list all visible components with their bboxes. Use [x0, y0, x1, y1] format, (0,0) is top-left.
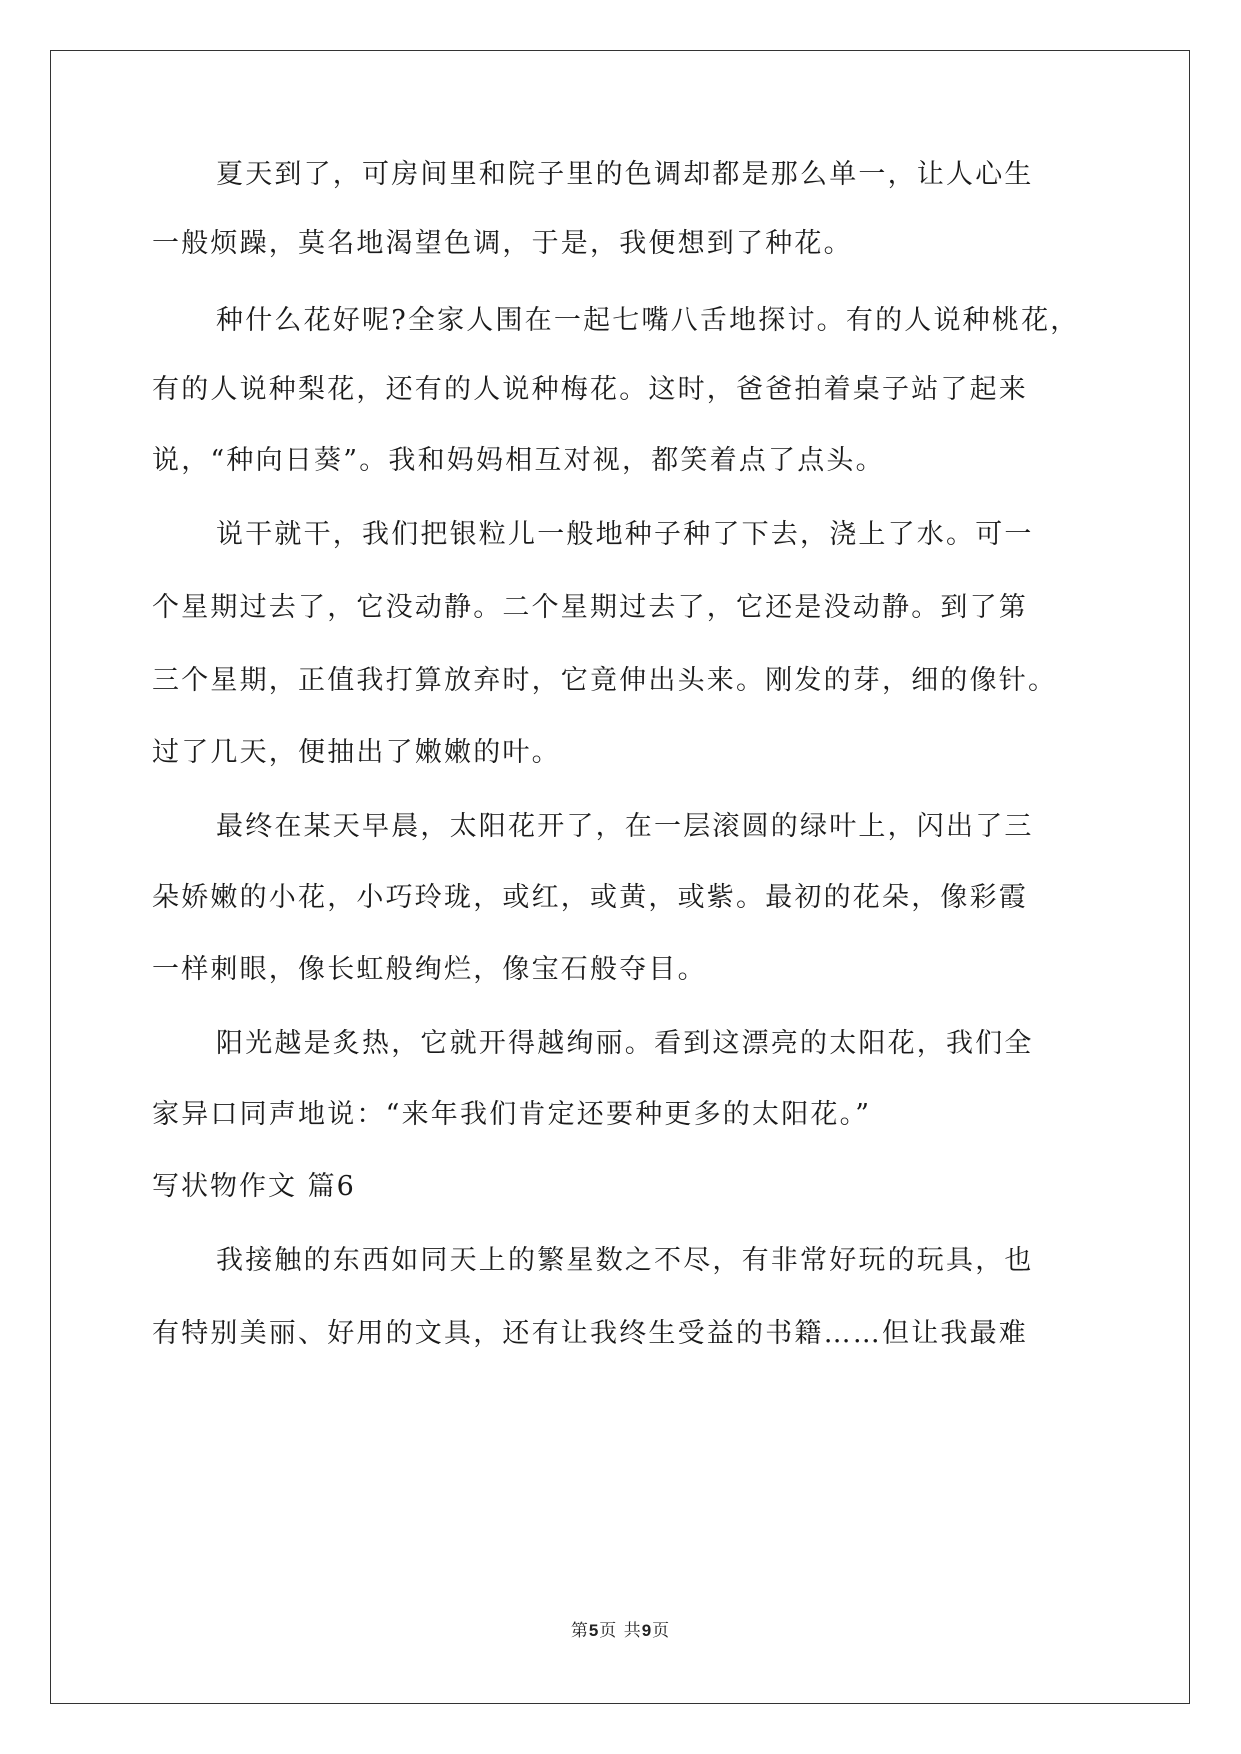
text-line: 最终在某天早晨，太阳花开了，在一层滚圆的绿叶上，闪出了三 [216, 811, 1034, 842]
text-line: 种什么花好呢?全家人围在一起七嘴八舌地探讨。有的人说种桃花， [216, 305, 1080, 336]
text-line: 家异口同声地说：“来年我们肯定还要种更多的太阳花。” [152, 1099, 872, 1130]
total-page-number: 9 [641, 1621, 653, 1640]
text-line: 夏天到了，可房间里和院子里的色调却都是那么单一，让人心生 [216, 159, 1034, 190]
page-border [50, 50, 1190, 1704]
text-line: 说，“种向日葵”。我和妈妈相互对视，都笑着点了点头。 [152, 445, 885, 476]
text-line: 我接触的东西如同天上的繁星数之不尽，有非常好玩的玩具，也 [216, 1245, 1034, 1276]
text-line: 一样刺眼，像长虹般绚烂，像宝石般夺目。 [152, 954, 707, 985]
text-line: 有特别美丽、好用的文具，还有让我终生受益的书籍……但让我最难 [152, 1318, 1028, 1349]
footer-mid: 页 共 [599, 1621, 642, 1641]
text-line: 一般烦躁，莫名地渴望色调，于是，我便想到了种花。 [152, 228, 853, 259]
footer-prefix: 第 [570, 1621, 589, 1641]
text-line: 过了几天，便抽出了嫩嫩的叶。 [152, 737, 561, 768]
text-line: 三个星期，正值我打算放弃时，它竟伸出头来。刚发的芽，细的像针。 [152, 665, 1058, 696]
footer-suffix: 页 [652, 1621, 671, 1641]
text-line: 朵娇嫩的小花，小巧玲珑，或红，或黄，或紫。最初的花朵，像彩霞 [152, 882, 1028, 913]
text-line: 阳光越是炙热，它就开得越绚丽。看到这漂亮的太阳花，我们全 [216, 1028, 1034, 1059]
text-line: 说干就干，我们把银粒儿一般地种子种了下去，浇上了水。可一 [216, 519, 1034, 550]
current-page-number: 5 [588, 1621, 600, 1640]
page-footer [0, 1616, 1241, 1641]
text-line: 个星期过去了，它没动静。二个星期过去了，它还是没动静。到了第 [152, 592, 1028, 623]
section-heading: 写状物作文 篇6 [152, 1171, 356, 1202]
text-line: 有的人说种梨花，还有的人说种梅花。这时，爸爸拍着桌子站了起来 [152, 374, 1028, 405]
